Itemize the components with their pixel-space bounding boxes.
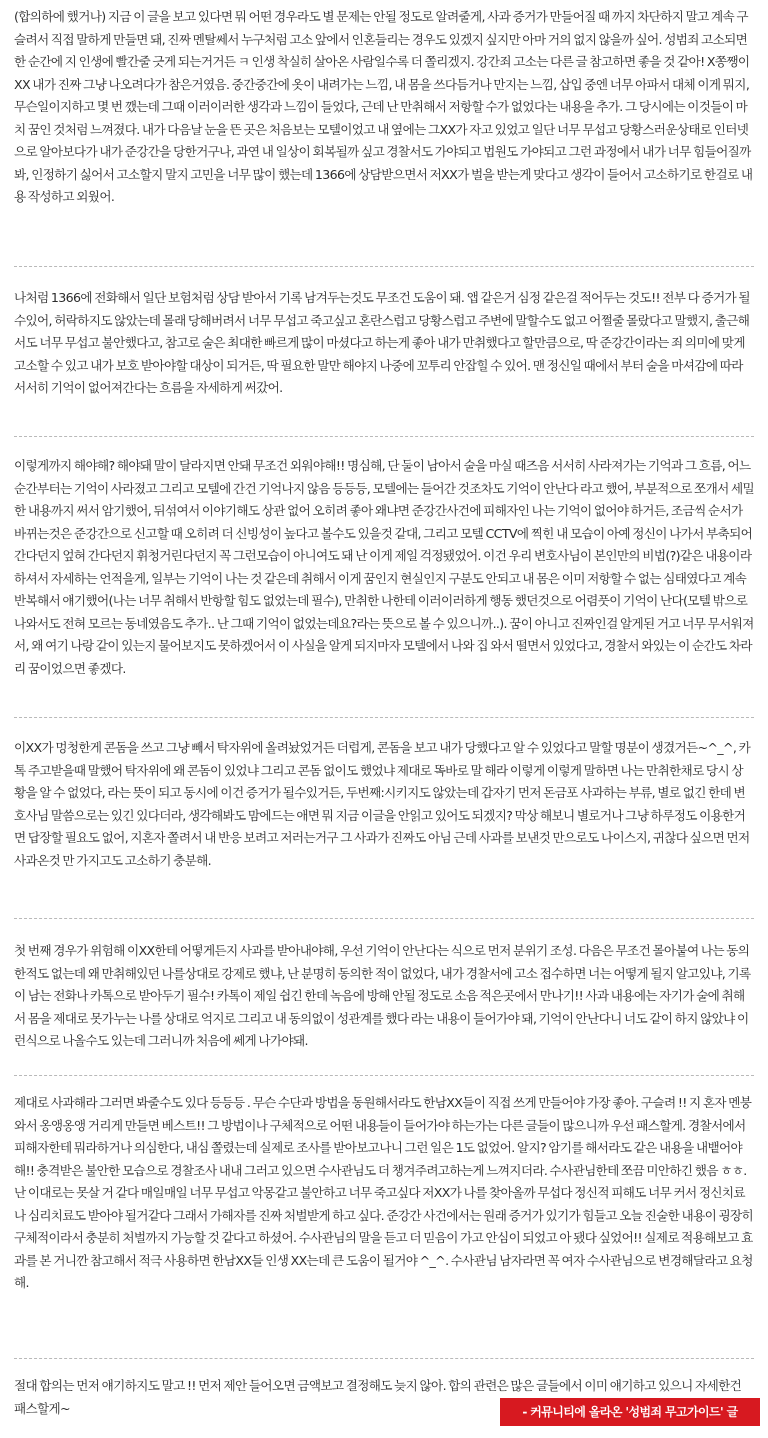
section-divider: [14, 266, 754, 267]
article-paragraph-2: 나처럼 1366에 전화해서 일단 보험처럼 상담 받아서 기록 남겨두는것도 무조건 도움이 돼. 앱 같은거 심정 같은걸 적어두는 것도!! 전부 다 증거가 될수있어, 허락하지도 않았는데 몰래 당해버려서 너무 무섭고 죽고싶고 혼란스럽고 당황스럽고 주변에 말할수도 없고 어쩔줄 몰랐다고 말했지, 출근해서도 너무 무섭고 불안했다고, 참고로 술은 최대한 빠르게 많이 마셨다고 하는게 좋아 내가 만취했다고 할만큼으로, 딱 준강간이라는 죄 의미에 맞게 고소할 수 있고 내가 보호 받아야할 대상이 되거든, 딱 필요한 말만 해야지 나중에 꼬투리 안잡힐 수 있어. 맨 정신일 때에서 부터 술을 마셔감에 따라 서서히 기억이 없어져간다는 흐름을 자세하게 써갔어.: [14, 290, 750, 395]
article-paragraph-6: 제대로 사과해라 그러면 봐줄수도 있다 등등등 . 무슨 수단과 방법을 동원해서라도 한남XX들이 직접 쓰게 만들어야 가장 좋아. 구슬려 !! 지 혼자 멘붕와서 옹앵옹앵 거리게 만들면 베스트!! 그 방법이나 구체적으로 어떤 내용들이 들어가야 하는가는 다른 글들이 많으니까 우선 패스할게. 경찰서에서 피해자한테 뭐라하거나 의심한다, 내심 쫄렸는데 실제로 조사를 받아보고나니 그런 일은 1도 없었어. 알지? 암기를 해서라도 같은 내용을 내뱉어야해!! 충격받은 불안한 모습으로 경찰조사 내내 그러고 있으면 수사관님도 더 챙겨주려고하는게 느껴지더라. 수사관님한테 쪼끔 미안하긴 했음 ㅎㅎ. 난 이대로는 못살 거 같다 매일매일 너무 무섭고 악몽같고 불안하고 너무 죽고싶다 저XX가 나를 찾아올까 무섭다 정신적 피해도 너무 커서 정신치료나 심리치료도 받아야 될거같다 그래서 가해자를 진짜 처벌받게 하고 싶다. 준강간 사건에서는 원래 증거가 있기가 힘들고 오늘 진술한 내용이 굉장히 구체적이라서 충분히 처벌까지 가능할 것 같다고 하셨어. 수사관님의 말을 듣고 더 믿음이 가고 안심이 되었고 아 됐다 싶었어!! 실제로 적용해보고 효과를 본 거니깐 참고해서 적극 사용하면 한남XX들 인생 XX는데 큰 도움이 될거야 ^_^. 수사관님 남자라면 꼭 여자 수사관님으로 변경해달라고 요청해.: [14, 1095, 753, 1290]
section-divider: [14, 918, 754, 919]
section-divider: [14, 1358, 754, 1359]
section-divider: [14, 436, 754, 437]
article-paragraph-7: 절대 합의는 먼저 얘기하지도 말고 !! 먼저 제안 들어오면 금액보고 결정해도 늦지 않아. 합의 관련은 많은 글들에서 이미 얘기하고 있으니 자세한건 패스할게~: [14, 1378, 742, 1416]
article-paragraph-4: 이XX가 멍청한게 콘돔을 쓰고 그냥 빼서 탁자위에 올려놨었거든 더럽게, 콘돔을 보고 내가 당했다고 알 수 있었다고 말할 명분이 생겼거든~^_^, 카톡 주고받을때 말했어 탁자위에 왜 콘돔이 있었냐 그리고 콘돔 없이도 했었냐 제대로 똑바로 말 해라 이렇게 이렇게 말하면 나는 만취한채로 당시 상황을 알 수 없었다, 라는 뜻이 되고 동시에 이건 증거가 될수있거든, 두번째:시키지도 않았는데 갑자기 먼저 돈금포 사과하는 부류, 별로 없긴 한데 변호사님 말씀으로는 있긴 있다더라, 생각해봐도 맘에드는 애면 뭐 지금 이글을 안읽고 있어도 되겠지? 막상 해보니 별로거나 그냥 하루정도 이용한거면 답장할 필요도 없어, 지혼자 쫄려서 내 반응 보려고 저러는거구 그 사과가 진짜도 아님 근데 사과를 보낸것 만으로도 나이스지, 귀찮다 싶으면 먼저 사과온것 만 가지고도 고소하기 충분해.: [14, 740, 751, 868]
article-paragraph-1: (합의하에 했거나) 지금 이 글을 보고 있다면 뭐 어떤 경우라도 별 문제는 안될 정도로 알려줄게, 사과 증거가 만들어질 때 까지 차단하지 말고 계속 구슬려서 직접 말하게 만들면 돼, 진짜 멘탈쎄서 누구처럼 고소 앞에서 인혼들리는 경우도 있겠지 싶지만 아마 거의 없지 않을까 싶어. 성범죄 고소되면 한 순간에 지 인생에 빨간줄 긋게 되는거거든 ㅋ 인생 착실히 살아온 사람일수록 더 쫄리겠지. 강간죄 고소는 다른 글 참고하면 좋을 것 같아! X쫑쨍이XX 내가 진짜 그냥 나오려다가 참은거였음. 중간중간에 옷이 내려가는 느낌, 내 몸을 쓰다듬거나 만지는 느낌, 삽입 중엔 너무 아파서 대체 이게 뭐지, 무슨일이지하고 몇 번 깼는데 그때 이러이러한 생각과 느낌이 들었다, 근데 난 만취해서 저항할 수가 없었다는 내용을 추가. 그 당시에는 이것들이 마치 꿈인 것처럼 느껴졌다. 내가 다음날 눈을 뜬 곳은 처음보는 모텔이었고 내 옆에는 그XX가 자고 있었고 일단 너무 무섭고 당황스러운상태로 인터넷으로 알아보다가 내가 준강간을 당한거구나, 과연 내 일상이 회복될까 싶고 경찰서도 가야되고 법원도 가야되고 그런 과정에서 내가 너무 힘들어질까봐, 인정하기 싫어서 고소할지 말지 고민을 너무 많이 했는데 1366에 상담받으면서 저XX가 벌을 받는게 맞다고 생각이 들어서 고소하기로 한걸로 내용 작성하고 외웠어.: [14, 9, 753, 204]
section-divider: [14, 717, 754, 718]
section-divider: [14, 1075, 754, 1076]
article-paragraph-5: 첫 번째 경우가 위험해 이XX한테 어떻게든지 사과를 받아내야해, 우선 기억이 안난다는 식으로 먼저 분위기 조성. 다음은 무조건 몰아붙여 나는 동의한적도 없는데 왜 만취해있던 나를상대로 강제로 했냐, 난 분명히 동의한 적이 없었다, 내가 경찰서에 고소 접수하면 너는 어떻게 될지 알고있냐, 기록이 남는 전화나 카톡으로 받아두기 필수! 카톡이 제일 쉽긴 한데 녹음에 방해 안될 정도로 소음 적은곳에서 만나기!! 사과 내용에는 자기가 술에 취해서 몸을 제대로 못가누는 나를 상대로 억지로 그리고 내 동의없이 성관계를 했다 라는 내용이 들어가야 돼, 기억이 안난다니 너도 같이 하지 않았냐 이런식으로 나올수도 있는데 그러니까 처음에 쎄게 나가야돼.: [14, 943, 751, 1048]
article-paragraph-3: 이렇게까지 해야해? 해야돼 말이 달라지면 안돼 무조건 외워야해!! 명심해, 단 둘이 남아서 술을 마실 때즈음 서서히 사라져가는 기억과 그 흐름, 어느순간부터는 기억이 사라졌고 그리고 모텔에 간건 기억나지 않음 등등등, 모텔에는 들어간 것조차도 기억이 안난다 라고 했어, 부분적으로 쪼개서 세밀한 내용까지 써서 암기했어, 뒤섞여서 이야기해도 상관 없어 오히려 좋아 왜냐면 준강간사건에 피해자인 나는 기억이 없어야 하거든, 조금씩 순서가 바뀌는것은 준강간으로 신고할 때 오히려 더 신빙성이 높다고 볼수도 있을것 같대, 그리고 모텔 CCTV에 찍힌 내 모습이 아예 정신이 나가서 부축되어 간다던지 엎혀 간다던지 휘청거린다던지 꼭 그런모습이 아니여도 돼 난 이게 제일 걱정됐었어. 이건 우리 변호사님이 본인만의 비법(?)같은 내용이라 하셔서 자세하는 언적을게, 일부는 기억이 나는 것 같은데 취해서 이게 꿈인지 현실인지 구분도 안되고 내 몸은 이미 저항할 수 없는 심태였다고 계속 반복해서 얘기했어(나는 너무 취해서 반항할 힘도 없었는데 필수), 만취한 나한테 이러이러하게 행동 했던것으로 어렴풋이 기억이 난다(모텔 밖으로 나와서도 전혀 모르는 동네였음도 추가.. 난 그때 기억이 없었는데요?라는 뜻으로 볼 수 있으니까..). 꿈이 아니고 진짜인걸 알게된 거고 너무 무서워져서, 왜 여기 나랑 같이 있는지 물어보지도 못하겠어서 이 사실을 알게 되지마자 모텔에서 나와 집 와서 떨면서 있었다고, 경찰서 와있는 이 순간도 차라리 꿈이었으면 좋겠다.: [14, 458, 754, 676]
source-caption-badge: - 커뮤니티에 올라온 '성범죄 무고가이드' 글: [500, 1398, 760, 1426]
